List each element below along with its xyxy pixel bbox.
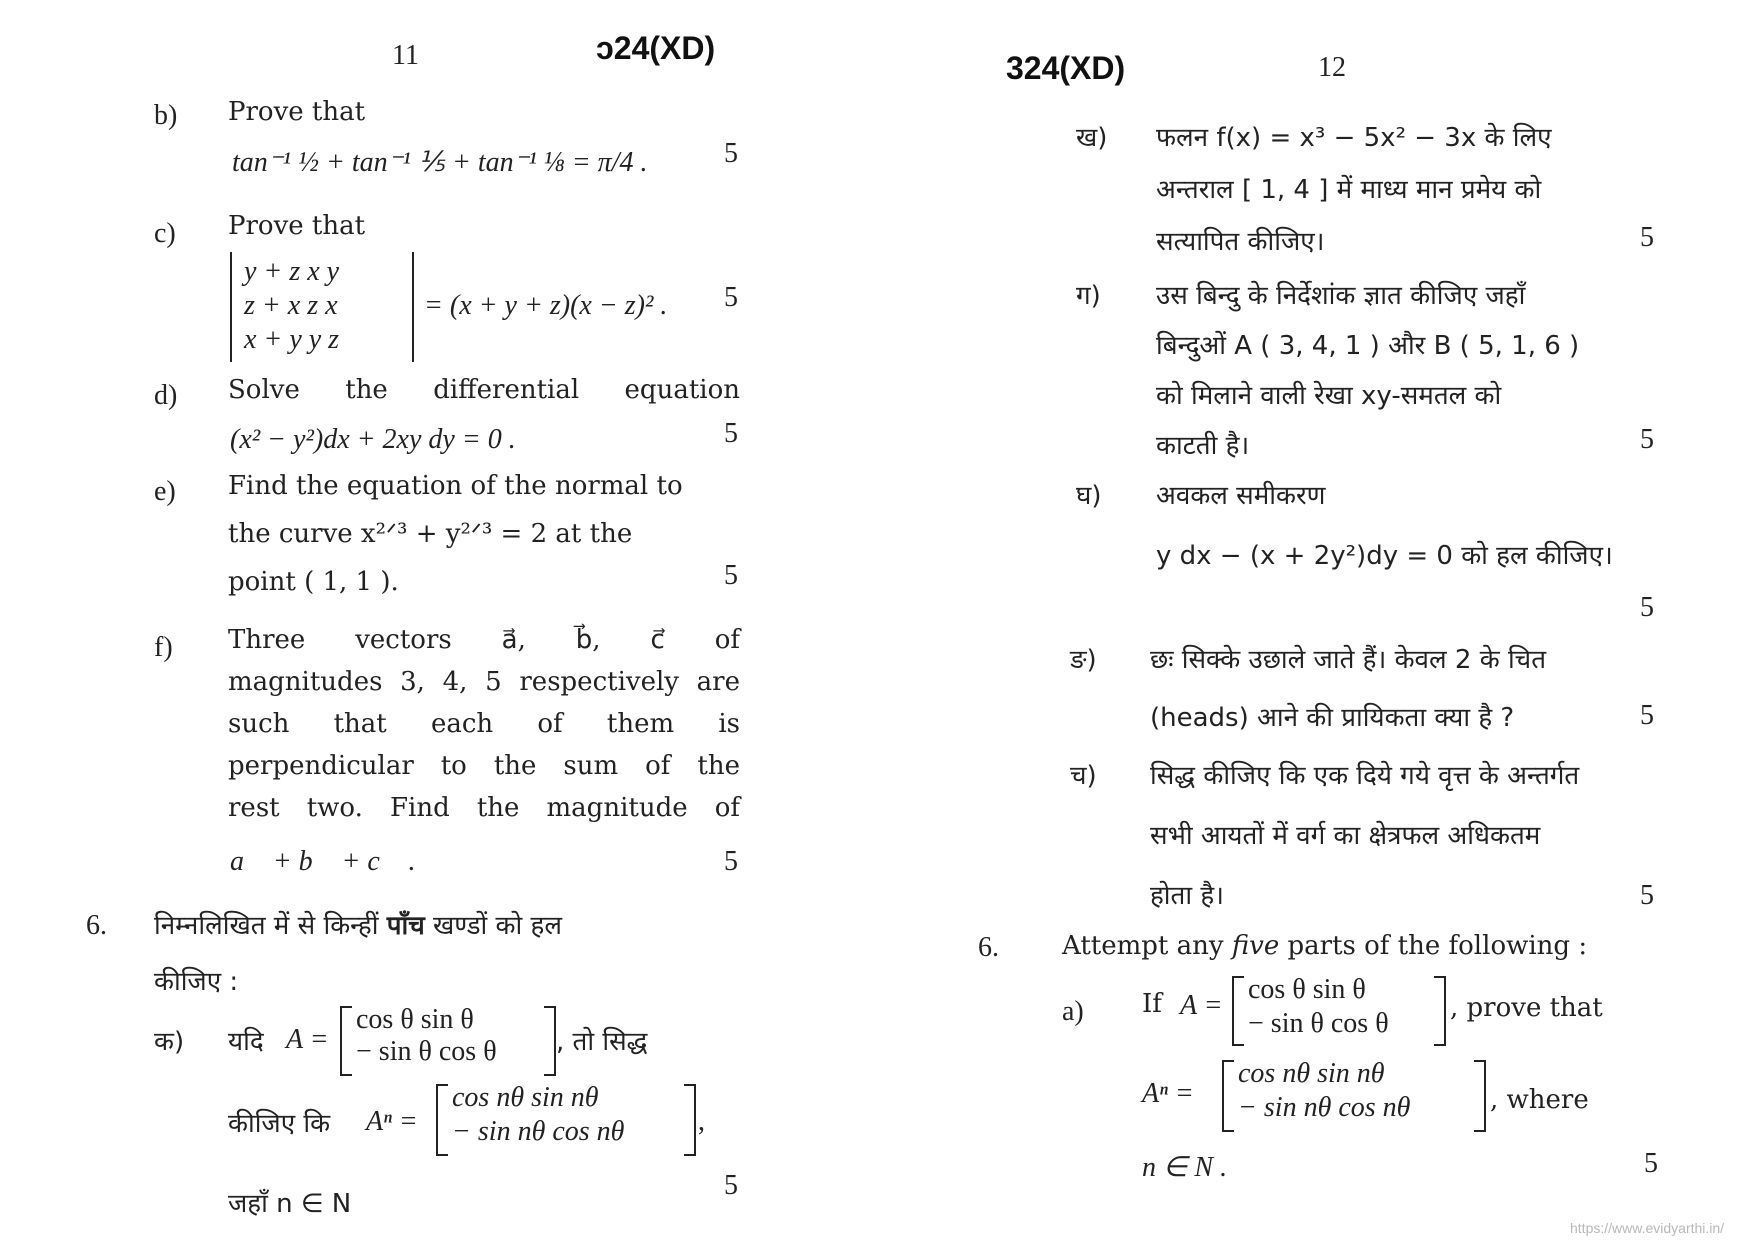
matrix-a-en-row-2: − sin θ cos θ	[1248, 1008, 1389, 1039]
matrix-a-row-1: cos θ sin θ	[356, 1004, 474, 1035]
part-nga-line-2: (heads) आने की प्रायिकता क्या है ?	[1150, 703, 1515, 733]
q5-e-line-3: point ( 1, 1 ).	[228, 567, 399, 597]
matrix-an-en-name: Aⁿ =	[1142, 1078, 1194, 1109]
matrix-an-name: Aⁿ =	[366, 1106, 418, 1137]
q5-d-label: d)	[154, 380, 178, 411]
matrix-an-en-left-bracket	[1222, 1060, 1234, 1132]
part-ga-label: ग)	[1076, 281, 1101, 311]
q6-english-part-label: a)	[1062, 996, 1084, 1027]
q6-english-marks: 5	[1644, 1148, 1658, 1179]
q5-f-line-1: Three vectors a⃗, b⃗, c⃗ of	[228, 625, 740, 655]
q6-english-number: 6.	[978, 932, 999, 963]
part-kha-marks: 5	[1640, 222, 1654, 253]
part-gha-label: घ)	[1076, 481, 1102, 511]
right-page-number: 12	[1318, 52, 1346, 83]
q6-hindi-marks: 5	[724, 1170, 738, 1201]
matrix-an-row-1: cos nθ sin nθ	[452, 1082, 599, 1113]
q6-english-instruction	[1062, 930, 1587, 963]
q5-c-text: Prove that	[228, 211, 366, 241]
part-kha-line-2: अन्तराल [ 1, 4 ] में माध्य मान प्रमेय को	[1156, 175, 1542, 205]
q5-b-equation: tan⁻¹ ½ + tan⁻¹ ⅕ + tan⁻¹ ⅛ = π/4 .	[232, 147, 648, 178]
part-cha-line-2: सभी आयतों में वर्ग का क्षेत्रफल अधिकतम	[1150, 821, 1541, 851]
part-nga-marks: 5	[1640, 700, 1654, 731]
part-ga-line-4: काटती है।	[1156, 431, 1250, 461]
matrix-an-en-right-bracket	[1474, 1060, 1486, 1132]
part-kha-label: ख)	[1076, 123, 1108, 153]
matrix-a-en-name: A =	[1180, 990, 1223, 1021]
q5-d-text: Solve the differential equation	[228, 375, 740, 405]
matrix-a-name: A =	[286, 1024, 329, 1055]
q5-c-equation: = (x + y + z)(x − z)² .	[424, 290, 668, 321]
part-ga-line-2: बिन्दुओं A ( 3, 4, 1 ) और B ( 5, 1, 6 )	[1156, 331, 1580, 361]
part-ga-marks: 5	[1640, 424, 1654, 455]
matrix-an-comma: ,	[698, 1106, 705, 1137]
matrix-a-en-left-bracket	[1232, 976, 1244, 1046]
part-gha-line-2: y dx − (x + 2y²)dy = 0 को हल कीजिए।	[1156, 541, 1613, 571]
right-paper-code: 324(XD)	[1006, 50, 1126, 86]
q5-f-label: f)	[154, 632, 173, 663]
q5-e-line-2: the curve x²ᐟ³ + y²ᐟ³ = 2 at the	[228, 519, 633, 549]
q6-english-post: parts of the following :	[1287, 931, 1588, 961]
matrix-a-right-bracket	[544, 1006, 556, 1076]
part-ga-line-1: उस बिन्दु के निर्देशांक ज्ञात कीजिए जहाँ	[1156, 281, 1526, 311]
matrix-an-right-bracket	[684, 1084, 696, 1156]
q6-hindi-part-label: क)	[154, 1027, 185, 1057]
q5-c-marks: 5	[724, 282, 738, 313]
matrix-an-row-2: − sin nθ cos nθ	[452, 1116, 625, 1147]
left-paper-code: ɔ24(XD)	[596, 30, 716, 66]
q5-f-line-2: magnitudes 3, 4, 5 respectively are	[228, 667, 740, 697]
part-cha-label: च)	[1070, 761, 1097, 791]
q5-e-marks: 5	[724, 560, 738, 591]
q6-hindi-line-1-post: खण्डों को हल	[433, 911, 562, 941]
part-nga-line-1: छः सिक्के उछाले जाते हैं। केवल 2 के चित	[1150, 645, 1547, 675]
determinant-row-2: z + x z x	[244, 290, 338, 321]
determinant-right-bar	[412, 252, 414, 362]
q5-f-marks: 5	[724, 846, 738, 877]
matrix-an-left-bracket	[436, 1084, 448, 1156]
q5-f-line-5: rest two. Find the magnitude of	[228, 793, 740, 823]
part-kha-line-1: फलन f(x) = x³ − 5x² − 3x के लिए	[1156, 123, 1552, 153]
q6-english-where: , where	[1490, 1085, 1589, 1115]
left-page-number: 11	[392, 40, 419, 71]
q5-e-label: e)	[154, 476, 176, 507]
q6-hindi-then-prove: , तो सिद्ध	[556, 1027, 648, 1057]
q5-f-equation: a⃗ + b⃗ + c⃗ .	[230, 846, 416, 877]
q5-e-line-1: Find the equation of the normal to	[228, 471, 683, 501]
determinant-row-3: x + y y z	[244, 324, 340, 355]
determinant-row-1: y + z x y	[244, 256, 340, 287]
part-ga-line-3: को मिलाने वाली रेखा xy-समतल को	[1156, 381, 1502, 411]
q5-b-text: Prove that	[228, 97, 366, 127]
q6-hindi-line-1-pre: निम्नलिखित में से किन्हीं	[154, 911, 379, 941]
q6-english-n-in-n: n ∈ N .	[1142, 1152, 1228, 1183]
part-cha-line-1: सिद्ध कीजिए कि एक दिये गये वृत्त के अन्तर्गत	[1150, 761, 1580, 791]
q5-f-line-4: perpendicular to the sum of the	[228, 751, 740, 781]
q6-hindi-where: जहाँ n ∈ N	[228, 1189, 352, 1219]
part-cha-line-3: होता है।	[1150, 881, 1225, 911]
q6-hindi-line-1	[154, 906, 562, 942]
q5-d-equation: (x² − y²)dx + 2xy dy = 0 .	[230, 424, 516, 455]
matrix-an-en-row-2: − sin nθ cos nθ	[1238, 1092, 1411, 1123]
watermark: https://www.evidyarthi.in/	[1570, 1220, 1725, 1236]
q5-f-line-3: such that each of them is	[228, 709, 740, 739]
matrix-a-en-row-1: cos θ sin θ	[1248, 974, 1366, 1005]
q6-english-pre: Attempt any	[1062, 931, 1224, 961]
q6-hindi-if: यदि	[228, 1027, 264, 1057]
q5-b-marks: 5	[724, 138, 738, 169]
part-gha-line-1: अवकल समीकरण	[1156, 481, 1326, 511]
matrix-an-en-row-1: cos nθ sin nθ	[1238, 1058, 1385, 1089]
q6-english-if: If	[1142, 989, 1162, 1019]
q6-hindi-prove-that: कीजिए कि	[228, 1109, 331, 1139]
q6-english-five: five	[1231, 931, 1280, 961]
matrix-a-left-bracket	[340, 1006, 352, 1076]
matrix-a-en-right-bracket	[1434, 976, 1446, 1046]
determinant-left-bar	[230, 252, 232, 362]
part-kha-line-3: सत्यापित कीजिए।	[1156, 227, 1325, 257]
q6-hindi-line-2: कीजिए :	[154, 967, 239, 997]
matrix-a-row-2: − sin θ cos θ	[356, 1036, 497, 1067]
part-gha-marks: 5	[1640, 592, 1654, 623]
part-nga-label: ङ)	[1070, 645, 1097, 675]
q5-b-label: b)	[154, 100, 178, 131]
q6-hindi-five: पाँच	[386, 911, 425, 941]
q6-english-prove-that: , prove that	[1450, 993, 1603, 1023]
part-cha-marks: 5	[1640, 880, 1654, 911]
q5-d-marks: 5	[724, 418, 738, 449]
q5-c-label: c)	[154, 218, 176, 249]
q6-hindi-number: 6.	[86, 910, 107, 941]
